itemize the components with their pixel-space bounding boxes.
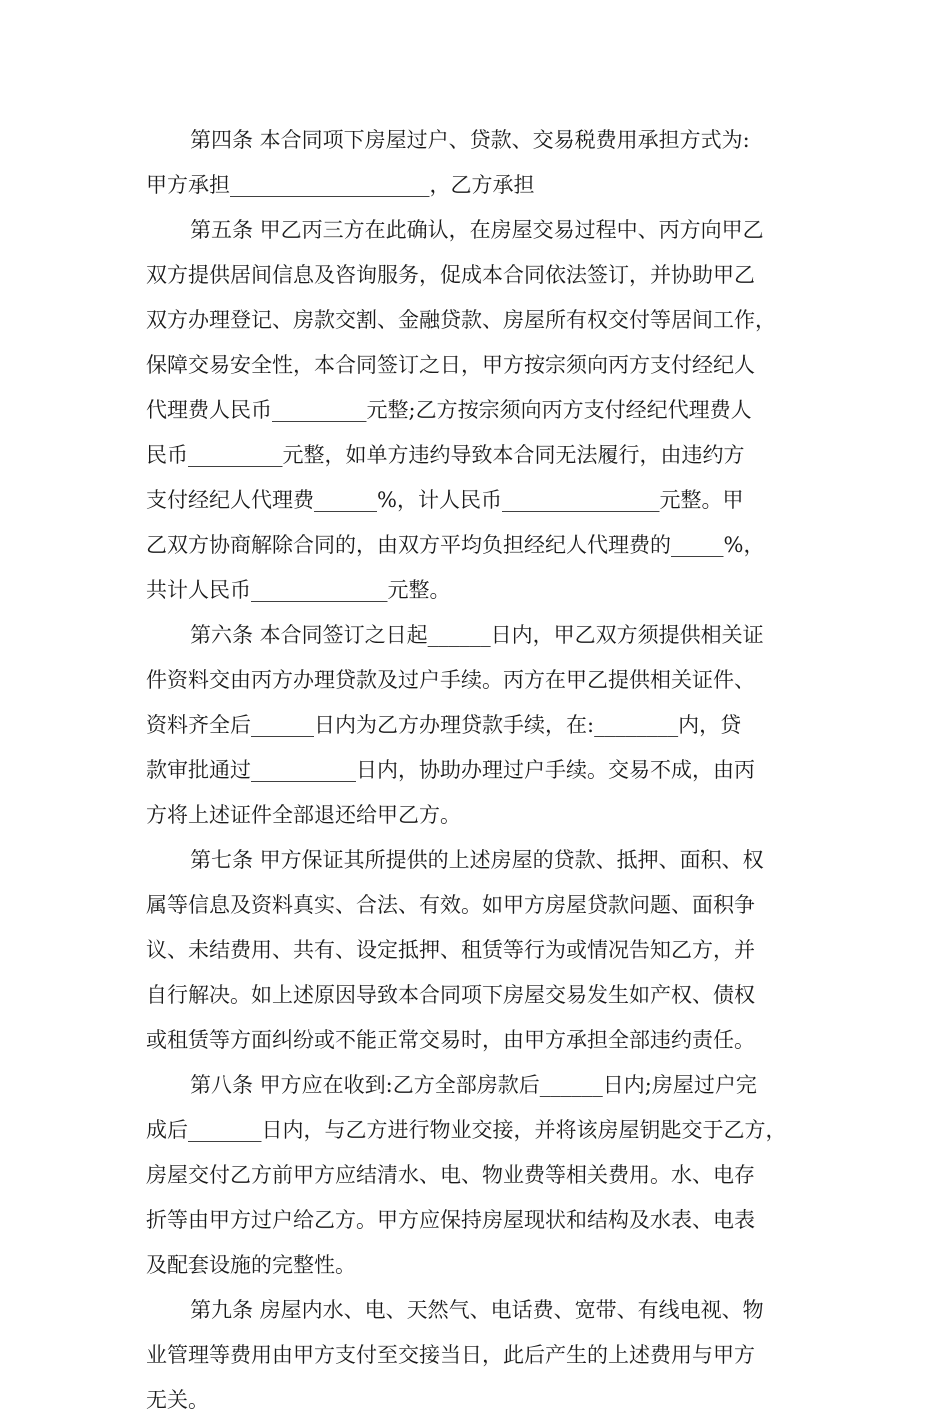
article-7-line-3: 议、未结费用、共有、设定抵押、租赁等行为或情况告知乙方，并 <box>146 938 755 962</box>
article-9-line-2: 业管理等费用由甲方支付至交接当日，此后产生的上述费用与甲方 <box>146 1343 755 1367</box>
article-7-line-1: 第七条 甲方保证其所提供的上述房屋的贷款、抵押、面积、权 <box>190 848 764 872</box>
article-4 <box>146 118 826 208</box>
article-8-line-5: 及配套设施的完整性。 <box>146 1253 356 1277</box>
article-4-line-2: 甲方承担___________________，乙方承担 <box>146 173 535 197</box>
article-8-line-2: 成后_______日内，与乙方进行物业交接，并将该房屋钥匙交于乙方， <box>146 1118 787 1142</box>
article-5 <box>146 208 826 613</box>
article-8-line-3: 房屋交付乙方前甲方应结清水、电、物业费等相关费用。水、电存 <box>146 1163 755 1187</box>
article-6 <box>146 613 826 838</box>
article-8-line-4: 折等由甲方过户给乙方。甲方应保持房屋现状和结构及水表、电表 <box>146 1208 755 1232</box>
article-8 <box>146 1063 826 1288</box>
article-9 <box>146 1288 826 1423</box>
article-7-line-5: 或租赁等方面纠纷或不能正常交易时，由甲方承担全部违约责任。 <box>146 1028 755 1052</box>
article-6-line-5: 方将上述证件全部退还给甲乙方。 <box>146 803 461 827</box>
article-5-line-1: 第五条 甲乙丙三方在此确认，在房屋交易过程中、丙方向甲乙 <box>190 218 764 242</box>
article-5-line-6: 民币_________元整，如单方违约导致本合同无法履行，由违约方 <box>146 443 745 467</box>
article-5-line-3: 双方办理登记、房款交割、金融贷款、房屋所有权交付等居间工作， <box>146 308 776 332</box>
article-9-line-3: 无关。 <box>146 1388 209 1412</box>
article-5-line-2: 双方提供居间信息及咨询服务，促成本合同依法签订，并协助甲乙 <box>146 263 755 287</box>
article-6-line-3: 资料齐全后______日内为乙方办理贷款手续，在:________内，贷 <box>146 713 742 737</box>
article-7 <box>146 838 826 1063</box>
article-5-line-8: 乙双方协商解除合同的，由双方平均负担经纪人代理费的_____%， <box>146 533 765 557</box>
article-6-line-1: 第六条 本合同签订之日起______日内，甲乙双方须提供相关证 <box>190 623 764 647</box>
article-7-line-4: 自行解决。如上述原因导致本合同项下房屋交易发生如产权、债权 <box>146 983 755 1007</box>
article-8-line-1: 第八条 甲方应在收到:乙方全部房款后______日内;房屋过户完 <box>190 1073 757 1097</box>
article-6-line-2: 件资料交由丙方办理贷款及过户手续。丙方在甲乙提供相关证件、 <box>146 668 755 692</box>
article-5-line-7: 支付经纪人代理费______%，计人民币_______________元整。甲 <box>146 488 744 512</box>
article-5-line-9: 共计人民币_____________元整。 <box>146 578 451 602</box>
document-page <box>146 118 826 1423</box>
article-4-line-1: 第四条 本合同项下房屋过户、贷款、交易税费用承担方式为: <box>190 128 750 152</box>
article-9-line-1: 第九条 房屋内水、电、天然气、电话费、宽带、有线电视、物 <box>190 1298 764 1322</box>
article-5-line-5: 代理费人民币_________元整;乙方按宗须向丙方支付经纪代理费人 <box>146 398 752 422</box>
article-6-line-4: 款审批通过__________日内，协助办理过户手续。交易不成，由丙 <box>146 758 755 782</box>
article-7-line-2: 属等信息及资料真实、合法、有效。如甲方房屋贷款问题、面积争 <box>146 893 755 917</box>
article-5-line-4: 保障交易安全性，本合同签订之日，甲方按宗须向丙方支付经纪人 <box>146 353 755 377</box>
